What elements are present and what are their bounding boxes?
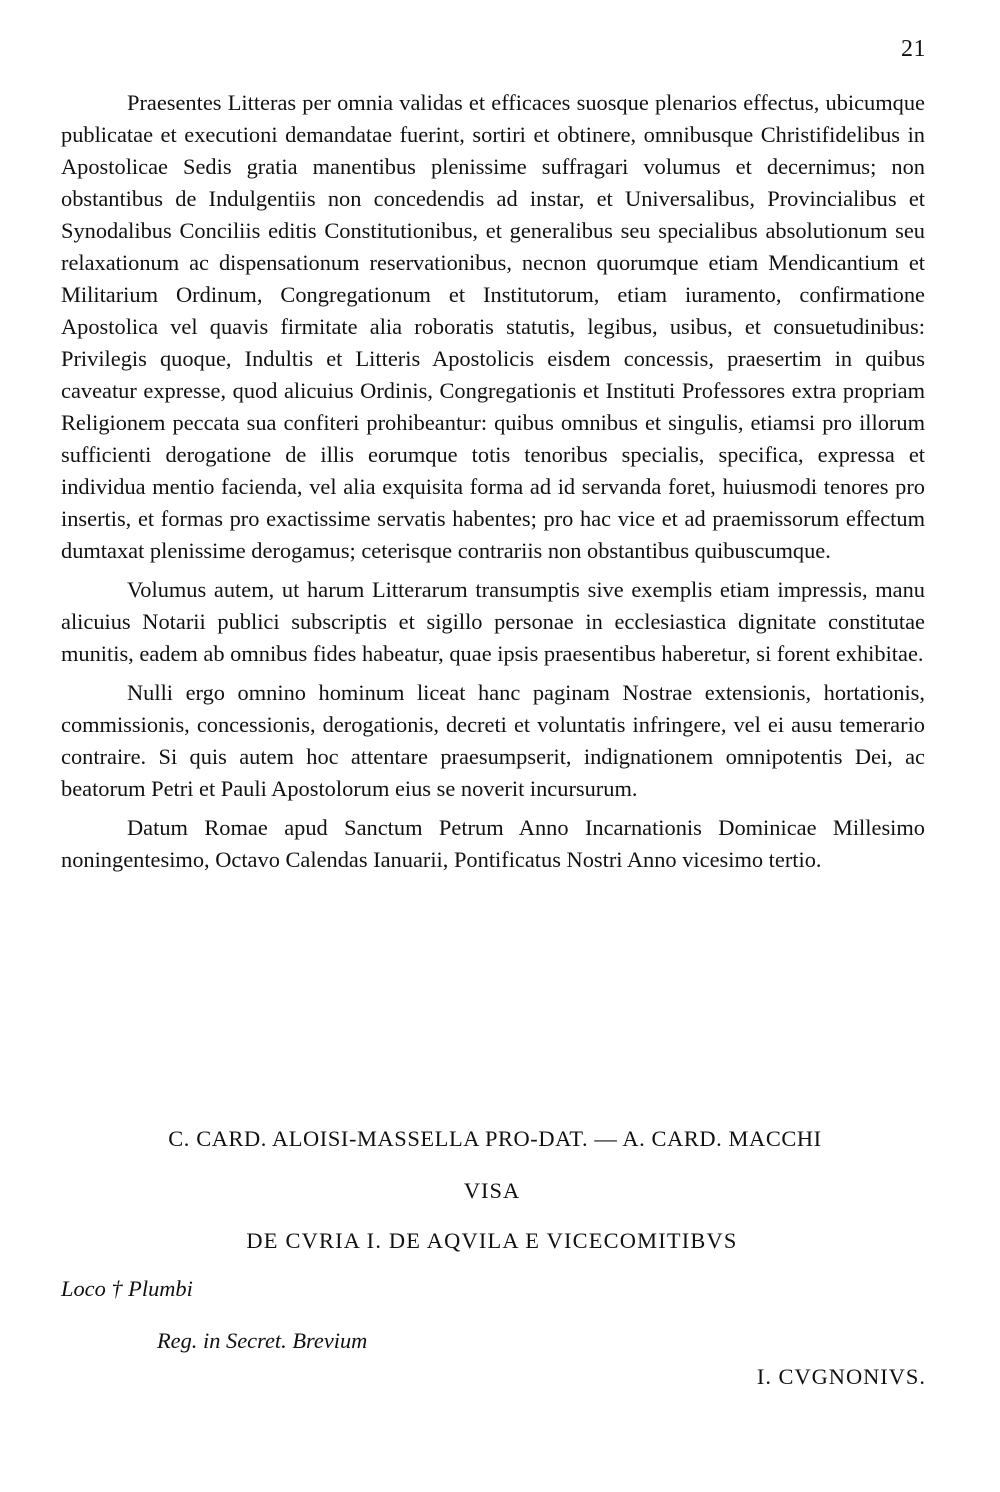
paragraph-datum: Datum Romae apud Sanctum Petrum Anno Incarnationis Dominicae Millesimo noningentesimo, Octavo Calendas Ianuarii, Pontificatus Nostri Anno vicesimo tertio. — [61, 815, 925, 872]
page-number: 21 — [901, 36, 926, 62]
paragraph-praesentes: Praesentes Litteras per omnia validas et efficaces suosque plenarios effectus, ubicumque publicatae et executioni demandatae fuerint, sortiri et obtinere, omnibusque Christifidelibus in Apostolicae Sedis gratia manentibus plenissime suffragari volumus et decernimus; non obstantibus de Indulgentiis non concedendis ad instar, et Universalibus, Provincialibus et Synodalibus Conciliis editis Constitutionibus, et generalibus seu specialibus absolutionum seu relaxationum ac dispensationum reservationibus, necnon quorumque etiam Mendicantium et Militarium Ordinum, Congregationum et Institutorum, etiam iuramento, confirmatione Apostolica vel quavis firmitate alia roboratis statutis, legibus, usibus, et consuetudinibus: Privilegis quoque, Indultis et Litteris Apostolicis eisdem concessis, praesertim in quibus caveatur expresse, quod alicuius Ordinis, Congregationis et Instituti Professores extra propriam Religionem peccata sua confiteri prohibeantur: quibus omnibus et singulis, etiamsi pro illorum sufficienti derogatione de illis eorumque totis tenoribus specialis, specifica, expressa et individua mentio facienda, vel alia exquisita forma ad id servanda foret, huiusmodi tenores pro insertis, et formas pro exactissime servatis habentes; pro hac vice et ad praemissorum effectum dumtaxat plenissime derogamus; ceterisque contrariis non obstantibus quibuscumque. — [61, 90, 925, 563]
curia-signature: DE CVRIA I. DE AQVILA E VICECOMITIBVS — [246, 1228, 738, 1253]
cugnonius-signature: I. CVGNONIVS. — [756, 1364, 926, 1389]
loco-plumbi: Loco † Plumbi — [61, 1276, 193, 1301]
visa-label: VISA — [463, 1178, 521, 1203]
registry-note: Reg. in Secret. Brevium — [157, 1328, 368, 1353]
paragraph-volumus: Volumus autem, ut harum Litterarum transumptis sive exemplis etiam impressis, manu alicuius Notarii publici subscriptis et sigillo personae in ecclesiastica dignitate constitutae munitis, eadem ab omnibus fides habeatur, quae ipsis praesentibus haberetur, si forent exhibitae. — [61, 577, 925, 666]
paragraph-nulli: Nulli ergo omnino hominum liceat hanc paginam Nostrae extensionis, hortationis, commissionis, concessionis, derogationis, decreti et voluntatis infringere, vel ei ausu temerario contraire. Si quis autem hoc attentare praesumpserit, indignationem omnipotentis Dei, ac beatorum Petri et Pauli Apostolorum eius se noverit incursurum. — [61, 680, 925, 801]
body-text — [61, 87, 925, 876]
cardinals-signature: C. CARD. ALOISI-MASSELLA PRO-DAT. — A. CARD. MACCHI — [168, 1126, 822, 1151]
